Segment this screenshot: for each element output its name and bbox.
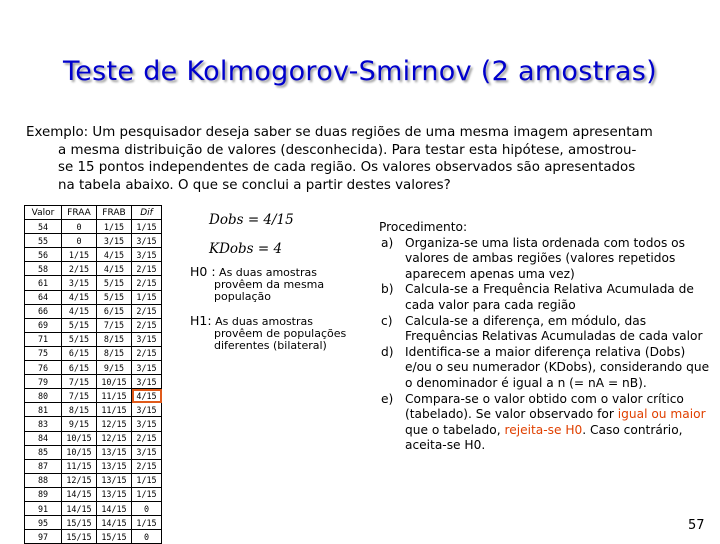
cell-valor: 87 — [25, 459, 62, 473]
cell-fra-b: 8/15 — [97, 332, 132, 346]
procedure-item-a — [378, 236, 713, 283]
cell-fra-a: 14/15 — [62, 501, 97, 515]
table-row — [25, 318, 162, 332]
table-row — [25, 389, 162, 403]
cell-fra-a: 10/15 — [62, 445, 97, 459]
cell-dif: 3/15 — [132, 332, 162, 346]
cell-valor: 54 — [25, 220, 62, 234]
cell-fra-a: 11/15 — [62, 459, 97, 473]
cell-valor: 83 — [25, 417, 62, 431]
frequency-table — [24, 205, 162, 544]
cell-fra-b: 13/15 — [97, 473, 132, 487]
cell-dif: 1/15 — [132, 290, 162, 304]
cell-dif: 0 — [132, 501, 162, 515]
cell-fra-b: 5/15 — [97, 290, 132, 304]
cell-valor: 97 — [25, 530, 62, 544]
cell-dif: 4/15 — [132, 389, 162, 403]
example-text — [26, 124, 716, 194]
item-text: Compara-se o valor obtido com o valor crítico (tabelado). Se valor observado for — [405, 391, 684, 422]
item-label: d) — [381, 344, 394, 359]
cell-fra-a: 2/15 — [62, 262, 97, 276]
cell-dif: 2/15 — [132, 459, 162, 473]
table-row — [25, 459, 162, 473]
cell-fra-b: 13/15 — [97, 445, 132, 459]
cell-valor: 79 — [25, 375, 62, 389]
table-row — [25, 516, 162, 530]
item-label: a) — [381, 235, 394, 250]
table-row — [25, 530, 162, 544]
item-label: c) — [381, 313, 393, 328]
cell-fra-a: 0 — [62, 234, 97, 248]
cell-dif: 2/15 — [132, 346, 162, 360]
intro-line: se 15 pontos independentes de cada região. Os valores observados são apresentados — [58, 160, 636, 175]
cell-dif: 2/15 — [132, 431, 162, 445]
cell-fra-a: 6/15 — [62, 346, 97, 360]
cell-fra-a: 5/15 — [62, 318, 97, 332]
cell-valor: 71 — [25, 332, 62, 346]
item-label: e) — [381, 391, 394, 406]
cell-valor: 84 — [25, 431, 62, 445]
table-row — [25, 501, 162, 515]
item-text: Calcula-se a diferença, em módulo, das Frequências Relativas Acumuladas de cada valor — [405, 313, 703, 344]
cell-valor: 76 — [25, 361, 62, 375]
cell-fra-b: 14/15 — [97, 501, 132, 515]
cell-fra-b: 14/15 — [97, 516, 132, 530]
cell-valor: 58 — [25, 262, 62, 276]
h0-text: provêem da mesma — [214, 278, 325, 291]
header-valor: Valor — [25, 206, 62, 220]
item-text: Identifica-se a maior diferença relativa (Dobs) e/ou o seu numerador (KDobs), considerando que o denominador é igual a n (= nA = nB). — [405, 344, 710, 390]
cell-fra-a: 4/15 — [62, 290, 97, 304]
procedure-list — [378, 220, 713, 454]
cell-valor: 91 — [25, 501, 62, 515]
cell-dif: 2/15 — [132, 318, 162, 332]
cell-dif: 3/15 — [132, 375, 162, 389]
intro-line: na tabela abaixo. O que se conclui a partir destes valores? — [58, 177, 451, 193]
table-row — [25, 445, 162, 459]
cell-fra-a: 5/15 — [62, 332, 97, 346]
cell-fra-b: 4/15 — [97, 262, 132, 276]
cell-fra-a: 7/15 — [62, 389, 97, 403]
table-row — [25, 417, 162, 431]
cell-dif: 3/15 — [132, 403, 162, 417]
table-row — [25, 220, 162, 234]
cell-fra-a: 12/15 — [62, 473, 97, 487]
cell-fra-b: 7/15 — [97, 318, 132, 332]
table-row — [25, 262, 162, 276]
h1-text: provêem de populações — [214, 327, 347, 340]
procedure-item-e — [378, 392, 713, 454]
table-row — [25, 361, 162, 375]
table-row — [25, 473, 162, 487]
highlight-text: igual ou maior — [617, 407, 706, 422]
cell-fra-a: 6/15 — [62, 361, 97, 375]
cell-fra-a: 10/15 — [62, 431, 97, 445]
cell-dif: 1/15 — [132, 220, 162, 234]
intro-line: Exemplo: Um pesquisador deseja saber se duas regiões de uma mesma imagem apresentam — [26, 125, 653, 140]
table-row — [25, 403, 162, 417]
table-row — [25, 290, 162, 304]
cell-valor: 66 — [25, 304, 62, 318]
table-header-row — [25, 206, 162, 220]
cell-valor: 61 — [25, 276, 62, 290]
intro-line: a mesma distribuição de valores (desconhecida). Para testar esta hipótese, amostrou- — [58, 142, 637, 158]
h1-label: H1: — [190, 313, 212, 328]
cell-fra-a: 15/15 — [62, 516, 97, 530]
highlight-text: rejeita-se H0 — [504, 422, 583, 437]
cell-fra-b: 8/15 — [97, 346, 132, 360]
procedure-item-b — [378, 282, 713, 313]
procedure-item-c — [378, 314, 713, 345]
page-number: 57 — [688, 518, 705, 533]
cell-dif: 3/15 — [132, 417, 162, 431]
h0-label: H0 : — [190, 264, 216, 279]
cell-fra-b: 15/15 — [97, 530, 132, 544]
cell-dif: 1/15 — [132, 487, 162, 501]
cell-fra-a: 4/15 — [62, 304, 97, 318]
cell-fra-b: 4/15 — [97, 248, 132, 262]
cell-valor: 75 — [25, 346, 62, 360]
table-row — [25, 346, 162, 360]
cell-valor: 56 — [25, 248, 62, 262]
cell-fra-b: 10/15 — [97, 375, 132, 389]
cell-fra-a: 15/15 — [62, 530, 97, 544]
dobs-value: Dobs = 4/15 — [209, 212, 294, 228]
cell-fra-a: 3/15 — [62, 276, 97, 290]
header-fra-b: FRAB — [97, 206, 132, 220]
item-text: . Caso contrário, aceita-se H0. — [405, 422, 683, 453]
table-row — [25, 487, 162, 501]
cell-fra-b: 12/15 — [97, 431, 132, 445]
cell-valor: 55 — [25, 234, 62, 248]
h0-text: população — [214, 290, 271, 303]
cell-dif: 2/15 — [132, 262, 162, 276]
cell-fra-a: 8/15 — [62, 403, 97, 417]
item-text: Calcula-se a Frequência Relativa Acumulada de cada valor para cada região — [405, 282, 694, 312]
item-text: que o tabelado, — [405, 422, 501, 437]
table-row — [25, 248, 162, 262]
cell-dif: 3/15 — [132, 361, 162, 375]
cell-fra-b: 13/15 — [97, 459, 132, 473]
slide-title: Teste de Kolmogorov-Smirnov (2 amostras) — [63, 56, 657, 87]
table-row — [25, 276, 162, 290]
cell-dif: 0 — [132, 530, 162, 544]
cell-valor: 95 — [25, 516, 62, 530]
cell-fra-a: 9/15 — [62, 417, 97, 431]
cell-fra-b: 11/15 — [97, 389, 132, 403]
cell-fra-a: 0 — [62, 220, 97, 234]
header-dif: Dif — [132, 206, 162, 220]
kdobs-value: KDobs = 4 — [209, 241, 283, 257]
table-body — [25, 220, 162, 544]
cell-fra-b: 9/15 — [97, 361, 132, 375]
item-label: b) — [381, 282, 394, 297]
cell-valor: 85 — [25, 445, 62, 459]
cell-dif: 2/15 — [132, 276, 162, 290]
header-fra-a: FRAA — [62, 206, 97, 220]
null-hypothesis — [190, 266, 365, 303]
table-row — [25, 431, 162, 445]
cell-dif: 2/15 — [132, 304, 162, 318]
cell-valor: 88 — [25, 473, 62, 487]
cell-dif: 3/15 — [132, 248, 162, 262]
cell-valor: 81 — [25, 403, 62, 417]
h0-text: As duas amostras — [219, 266, 317, 279]
cell-dif: 1/15 — [132, 516, 162, 530]
table-row — [25, 234, 162, 248]
cell-fra-a: 7/15 — [62, 375, 97, 389]
table-row — [25, 332, 162, 346]
cell-dif: 3/15 — [132, 445, 162, 459]
cell-valor: 69 — [25, 318, 62, 332]
item-text: Organiza-se uma lista ordenada com todos os valores de ambas regiões (valores repetidos aparecem apenas uma vez) — [405, 235, 685, 281]
cell-valor: 80 — [25, 389, 62, 403]
cell-fra-b: 6/15 — [97, 304, 132, 318]
cell-fra-b: 5/15 — [97, 276, 132, 290]
h1-text: diferentes (bilateral) — [214, 339, 327, 352]
cell-fra-b: 12/15 — [97, 417, 132, 431]
cell-fra-b: 3/15 — [97, 234, 132, 248]
procedure-item-d — [378, 345, 713, 392]
cell-fra-b: 13/15 — [97, 487, 132, 501]
alternative-hypothesis — [190, 315, 365, 352]
table-row — [25, 304, 162, 318]
cell-valor: 89 — [25, 487, 62, 501]
table-row — [25, 375, 162, 389]
cell-valor: 64 — [25, 290, 62, 304]
cell-dif: 1/15 — [132, 473, 162, 487]
h1-text: As duas amostras — [215, 315, 313, 328]
cell-fra-b: 11/15 — [97, 403, 132, 417]
procedure-heading: Procedimento: — [379, 220, 468, 234]
cell-fra-a: 1/15 — [62, 248, 97, 262]
cell-fra-b: 1/15 — [97, 220, 132, 234]
cell-fra-a: 14/15 — [62, 487, 97, 501]
cell-dif: 3/15 — [132, 234, 162, 248]
